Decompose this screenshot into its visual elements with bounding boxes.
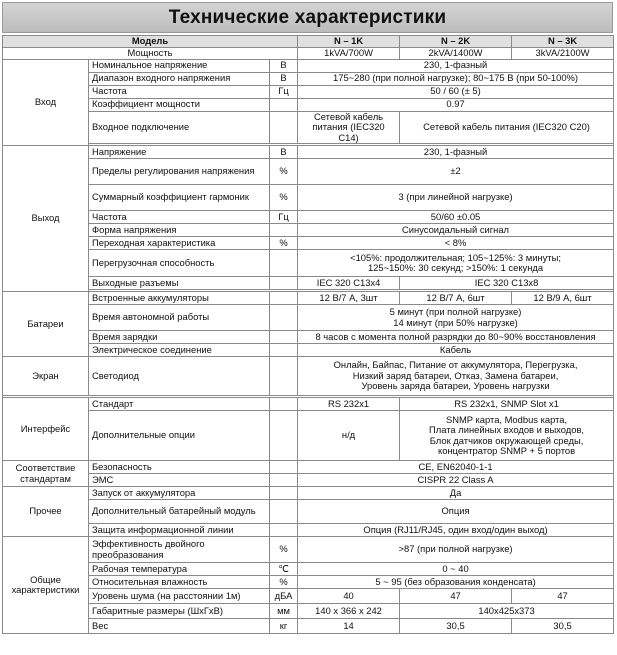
row-label: ЭМС (89, 474, 270, 487)
opt-line-2: Плата линейных входов и выходов, (429, 424, 585, 436)
table-row (3, 500, 614, 524)
row-value-n3k: 12 В/9 А, 6шт (512, 292, 614, 305)
row-value: 3 (при линейной нагрузке) (298, 185, 614, 211)
table-row (3, 589, 614, 604)
row-label: Частота (89, 85, 270, 98)
row-unit: В (270, 146, 298, 159)
table-row (3, 146, 614, 159)
row-unit: Гц (270, 211, 298, 224)
power-n3k: 3kVA/2100W (512, 47, 614, 59)
row-label: Коэффициент мощности (89, 98, 270, 111)
row-unit: % (270, 537, 298, 563)
row-unit: дБА (270, 589, 298, 604)
row-unit (270, 277, 298, 290)
power-n1k: 1kVA/700W (298, 47, 400, 59)
row-label: Стандарт (89, 398, 270, 411)
row-value: 0 ~ 40 (298, 563, 614, 576)
table-row (3, 305, 614, 331)
table-row (3, 398, 614, 411)
group-interface: Интерфейс (3, 398, 89, 461)
row-value: Кабель (298, 344, 614, 357)
row-label: Переходная характеристика (89, 237, 270, 250)
led-line-2: Низкий заряд батареи, Отказ, Замена батареи, (352, 369, 559, 381)
row-label: Напряжение (89, 146, 270, 159)
row-label: Рабочая температура (89, 563, 270, 576)
row-label: Частота (89, 211, 270, 224)
power-label: Мощность (3, 47, 298, 59)
row-unit (270, 250, 298, 277)
row-value: 0.97 (298, 98, 614, 111)
table-row (3, 85, 614, 98)
row-value: Опция (RJ11/RJ45, один вход/один выход) (298, 524, 614, 537)
row-unit: % (270, 237, 298, 250)
row-label: Запуск от аккумулятора (89, 487, 270, 500)
row-unit (270, 292, 298, 305)
row-value-n1k: 12 В/7 А, 3шт (298, 292, 400, 305)
table-row (3, 461, 614, 474)
row-label: Суммарный коэффициент гармоник (89, 185, 270, 211)
row-label: Электрическое соединение (89, 344, 270, 357)
table-row (3, 344, 614, 357)
row-unit: % (270, 159, 298, 185)
row-unit (270, 474, 298, 487)
row-unit (270, 524, 298, 537)
row-label: Форма напряжения (89, 224, 270, 237)
table-row (3, 619, 614, 634)
row-label: Пределы регулирования напряжения (89, 159, 270, 185)
table-row (3, 357, 614, 396)
row-label: Время зарядки (89, 331, 270, 344)
table-row (3, 237, 614, 250)
led-line-3: Уровень заряда батареи, Уровень нагрузки (361, 380, 550, 392)
row-unit (270, 305, 298, 331)
table-row (3, 537, 614, 563)
row-label: Относительная влажность (89, 576, 270, 589)
row-value: 230, 1-фазный (298, 146, 614, 159)
table-row (3, 211, 614, 224)
table-row (3, 159, 614, 185)
table-row (3, 411, 614, 461)
table-row (3, 524, 614, 537)
overload-line-1: <105%: продолжительная; 105~125%: 3 минуты; (350, 251, 561, 263)
row-unit: % (270, 576, 298, 589)
row-value: Синусоидальный сигнал (298, 224, 614, 237)
table-row (3, 331, 614, 344)
row-value-n1k: 14 (298, 619, 400, 634)
overload-line-2: 125~150%: 30 секунд; >150%: 1 секунда (367, 262, 544, 274)
header-row (3, 36, 614, 48)
row-value-n2k: 30,5 (400, 619, 512, 634)
row-label: Защита информационной линии (89, 524, 270, 537)
row-value: CISPR 22 Class A (298, 474, 614, 487)
row-value-n1k: 40 (298, 589, 400, 604)
row-value: Да (298, 487, 614, 500)
row-label: Входное подключение (89, 111, 270, 144)
table-row (3, 250, 614, 277)
backup-line-2: 14 минут (при 50% нагрузке) (393, 316, 518, 328)
row-value (298, 305, 614, 331)
row-value: Опция (298, 500, 614, 524)
row-unit (270, 357, 298, 396)
table-row (3, 604, 614, 619)
table-row (3, 224, 614, 237)
table-row (3, 98, 614, 111)
row-value: >87 (при полной нагрузке) (298, 537, 614, 563)
row-value: 230, 1-фазный (298, 59, 614, 72)
group-battery: Батареи (3, 292, 89, 357)
opt-line-4: концентратор SNMP + 5 портов (437, 445, 576, 457)
power-n2k: 2kVA/1400W (400, 47, 512, 59)
table-row (3, 277, 614, 290)
row-value: ±2 (298, 159, 614, 185)
row-unit: В (270, 59, 298, 72)
row-value: 50/60 ±0.05 (298, 211, 614, 224)
row-unit (270, 331, 298, 344)
row-label: Выходные разъемы (89, 277, 270, 290)
row-label: Номинальное напряжение (89, 59, 270, 72)
backup-line-1: 5 минут (при полной нагрузке) (389, 306, 522, 318)
row-unit: В (270, 72, 298, 85)
table-row (3, 59, 614, 72)
row-unit: % (270, 185, 298, 211)
group-input: Вход (3, 59, 89, 146)
row-value (298, 357, 614, 396)
group-other: Прочее (3, 487, 89, 537)
header-n3k: N – 3K (512, 36, 614, 48)
table-row (3, 563, 614, 576)
row-value: < 8% (298, 237, 614, 250)
row-value-n1k: RS 232x1 (298, 398, 400, 411)
header-model: Модель (3, 36, 298, 48)
header-n2k: N – 2K (400, 36, 512, 48)
opt-line-1: SNMP карта, Modbus карта, (445, 413, 568, 425)
row-value-n23k: Сетевой кабель питания (IEC320 C20) (400, 111, 614, 144)
row-unit (270, 224, 298, 237)
row-unit (270, 500, 298, 524)
row-value: CE, EN62040-1-1 (298, 461, 614, 474)
row-value-n2k: 12 В/7 А, 6шт (400, 292, 512, 305)
header-n1k: N – 1K (298, 36, 400, 48)
row-label: Перегрузочная способность (89, 250, 270, 277)
row-value-n1k: н/д (298, 411, 400, 461)
row-unit: мм (270, 604, 298, 619)
row-value-n23k (400, 411, 614, 461)
row-value-n3k: 30,5 (512, 619, 614, 634)
row-label: Время автономной работы (89, 305, 270, 331)
row-unit (270, 398, 298, 411)
spec-table (2, 35, 614, 634)
row-value (298, 250, 614, 277)
row-value-n3k: 47 (512, 589, 614, 604)
row-label: Светодиод (89, 357, 270, 396)
row-value: 5 ~ 95 (без образования конденсата) (298, 576, 614, 589)
row-value: 50 / 60 (± 5) (298, 85, 614, 98)
row-unit: ℃ (270, 563, 298, 576)
table-row (3, 292, 614, 305)
row-value-n23k: RS 232x1, SNMP Slot x1 (400, 398, 614, 411)
row-unit (270, 111, 298, 144)
row-label: Габаритные размеры (ШхГхВ) (89, 604, 270, 619)
row-value-n1k: 140 x 366 x 242 (298, 604, 400, 619)
row-label: Диапазон входного напряжения (89, 72, 270, 85)
table-row (3, 474, 614, 487)
power-row (3, 47, 614, 59)
row-label: Вес (89, 619, 270, 634)
group-display: Экран (3, 357, 89, 396)
table-row (3, 111, 614, 144)
row-unit (270, 487, 298, 500)
row-unit (270, 461, 298, 474)
row-value-n1k: IEC 320 C13x4 (298, 277, 400, 290)
led-line-1: Онлайн, Байпас, Питание от аккумулятора, Перегрузка, (333, 359, 578, 371)
row-value-n23k: IEC 320 C13x8 (400, 277, 614, 290)
row-label: Дополнительные опции (89, 411, 270, 461)
row-value-n2k: 47 (400, 589, 512, 604)
table-row (3, 487, 614, 500)
page-title: Технические характеристики (2, 2, 613, 33)
table-row (3, 185, 614, 211)
row-label: Уровень шума (на расстоянии 1м) (89, 589, 270, 604)
opt-line-3: Блок датчиков окружающей среды, (429, 434, 584, 446)
group-compliance: Соответствие стандартам (3, 461, 89, 487)
table-row (3, 72, 614, 85)
group-output: Выход (3, 146, 89, 292)
row-label: Безопасность (89, 461, 270, 474)
row-unit: кг (270, 619, 298, 634)
row-label: Эффективность двойного преобразования (89, 537, 270, 563)
row-value-n1k: Сетевой кабель питания (IEC320 C14) (298, 111, 400, 144)
row-unit (270, 98, 298, 111)
row-value: 8 часов с момента полной разрядки до 80~90% восстановления (298, 331, 614, 344)
table-row (3, 576, 614, 589)
row-label: Дополнительный батарейный модуль (89, 500, 270, 524)
row-unit (270, 411, 298, 461)
row-unit: Гц (270, 85, 298, 98)
row-value: 175~280 (при полной нагрузке); 80~175 В (при 50-100%) (298, 72, 614, 85)
row-value-n23k: 140x425x373 (400, 604, 614, 619)
row-label: Встроенные аккумуляторы (89, 292, 270, 305)
group-general: Общие характеристики (3, 537, 89, 634)
row-unit (270, 344, 298, 357)
